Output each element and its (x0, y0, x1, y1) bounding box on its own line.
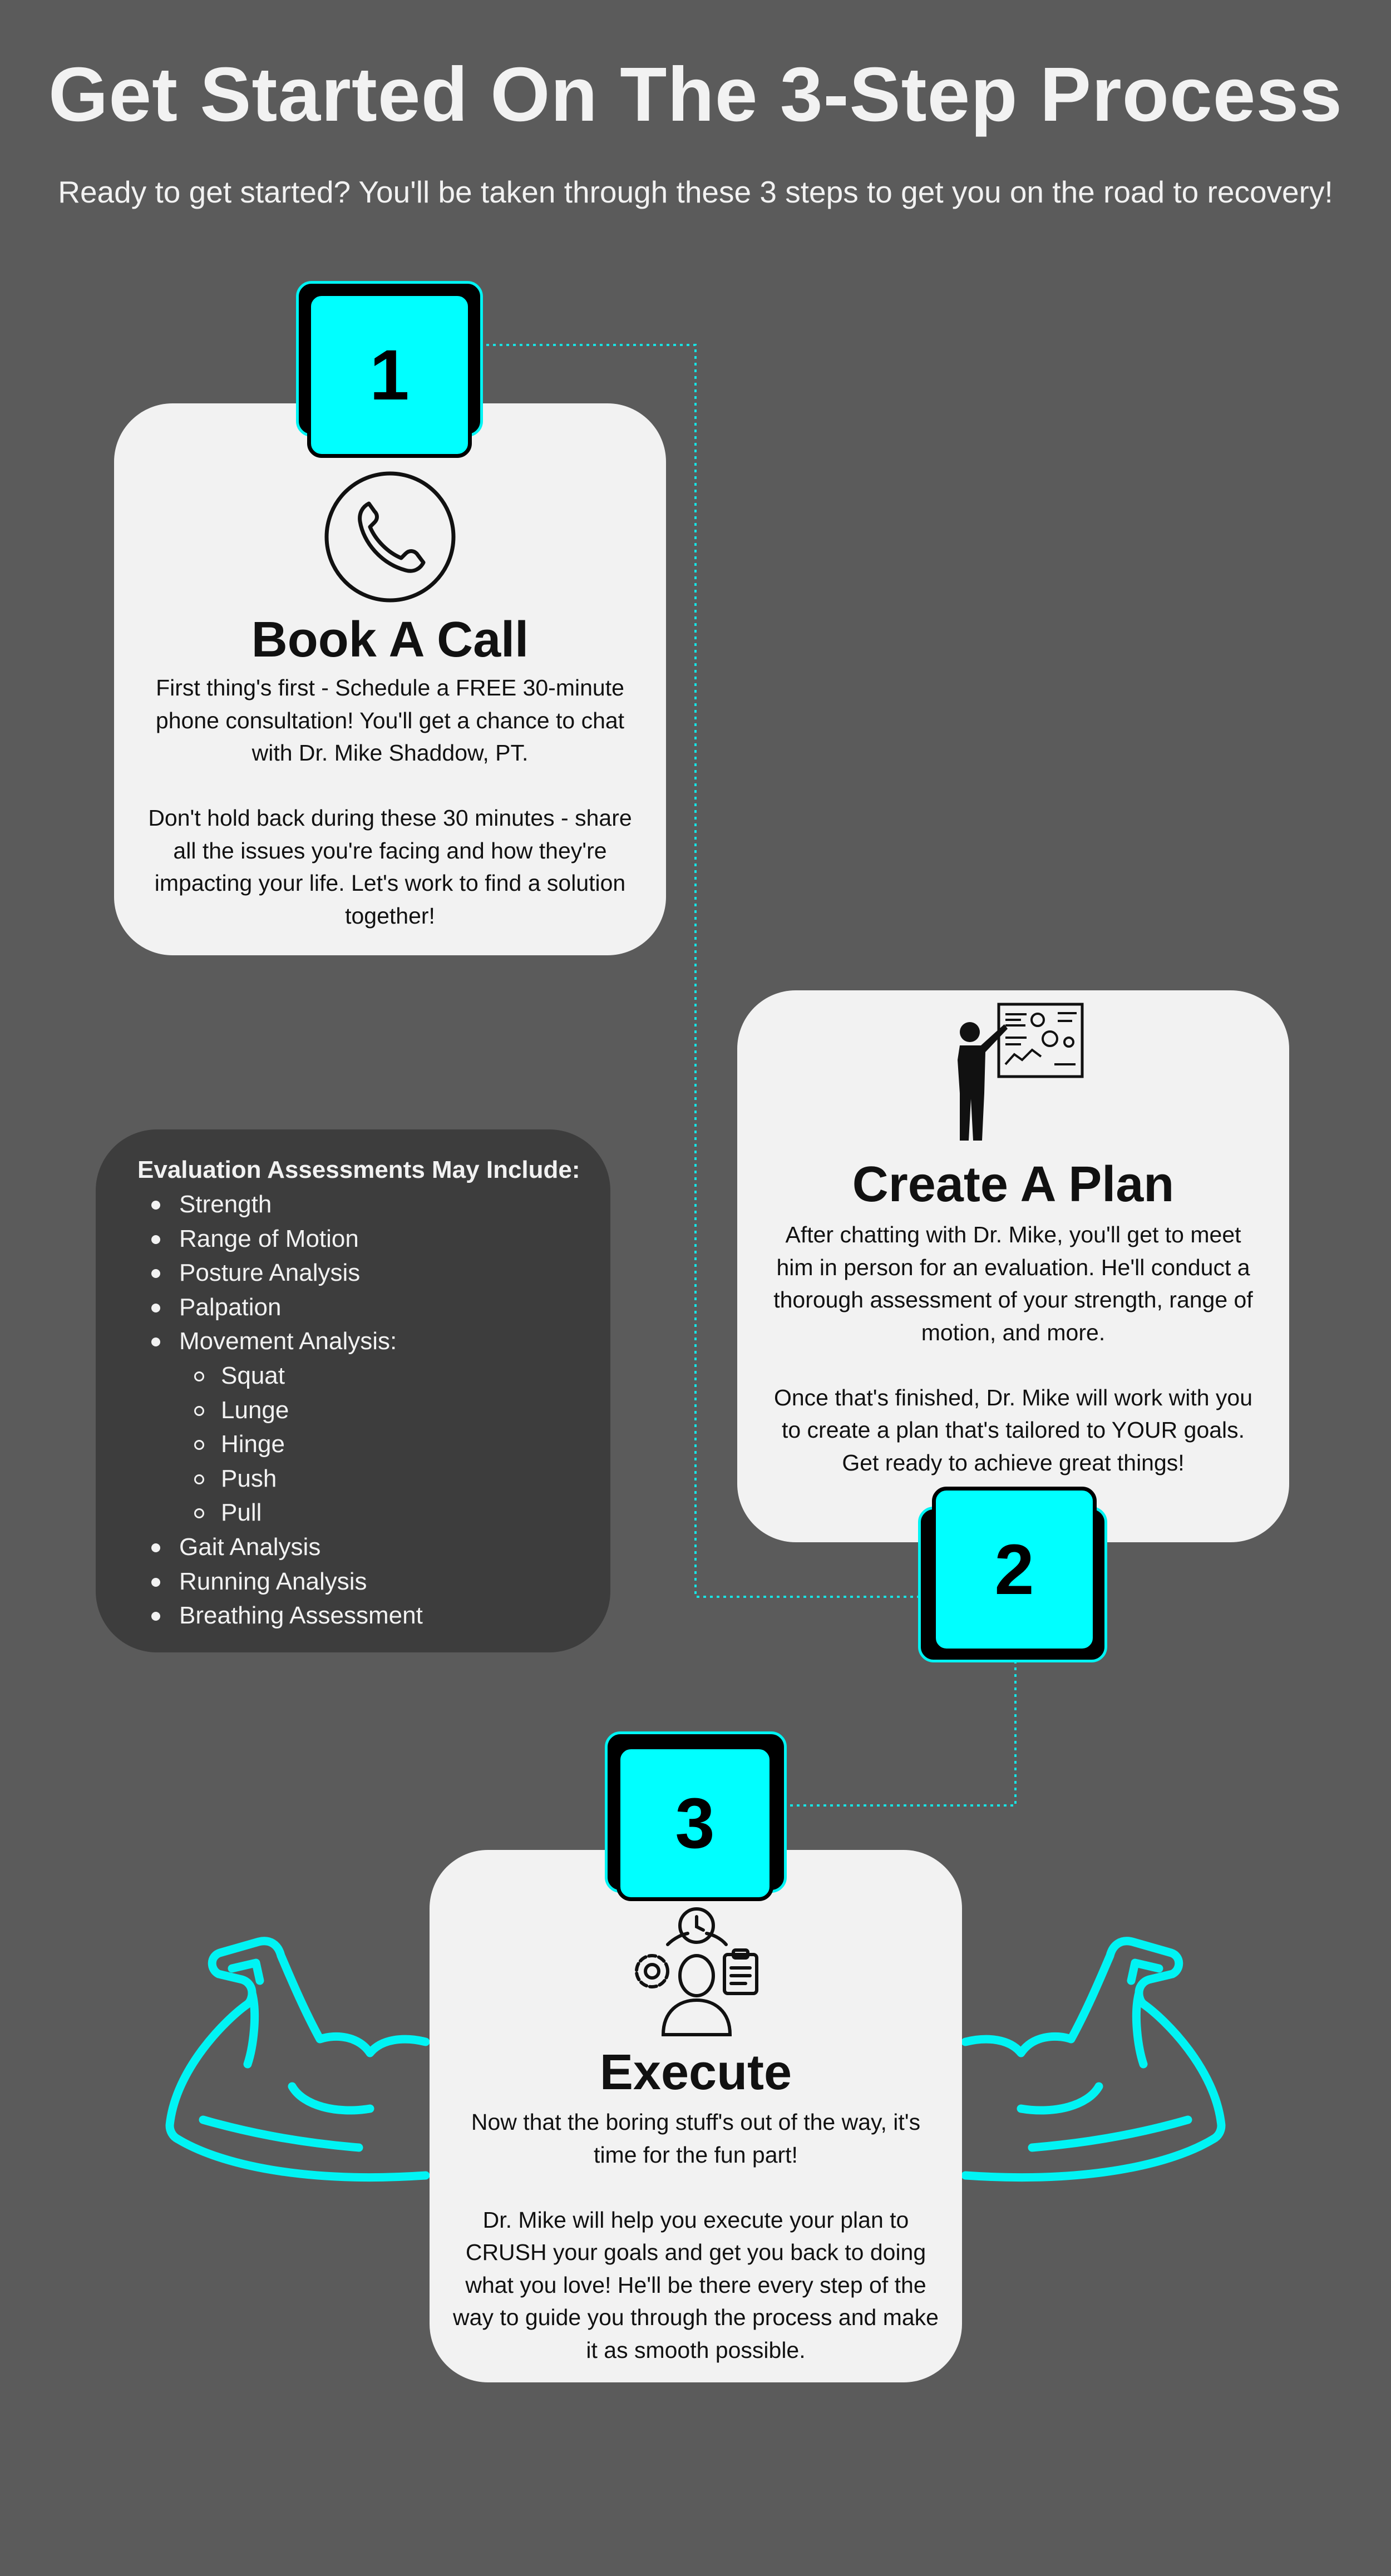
list-subitem: Lunge (137, 1393, 610, 1428)
step-number-badge: 2 (932, 1487, 1097, 1652)
list-item: Running Analysis (137, 1565, 610, 1599)
step-number-badge: 3 (616, 1745, 773, 1901)
list-subitem: Push (137, 1462, 610, 1496)
list-item: Posture Analysis (137, 1256, 610, 1290)
presenter-board-icon (943, 999, 1088, 1149)
list-item: Palpation (137, 1290, 610, 1325)
list-subitem: Pull (137, 1496, 610, 1530)
step-card-execute (430, 1850, 962, 2382)
step-description: Now that the boring stuff's out of the way, it's time for the fun part! Dr. Mike will help you execute your plan to CRUSH your goals and get you back to doing what you love! He'll be there every step of the way to guide you through the process and make it as smooth possible. (453, 2109, 939, 2363)
step-title: Book A Call (251, 612, 529, 668)
step-card-book-call (114, 403, 666, 955)
step-description: First thing's first - Schedule a FREE 30-minute phone consultation! You'll get a chance to chat with Dr. Mike Shaddow, PT. Don't hold back during these 30 minutes - share all the issues you're facing and how they're impacting your life. Let's work to find a solution together! (148, 675, 632, 929)
step-title: Create A Plan (852, 1157, 1175, 1212)
flexed-arm-icon (954, 1914, 1232, 2192)
list-subitem: Hinge (137, 1427, 610, 1462)
page-title: Get Started On The 3-Step Process (48, 52, 1343, 137)
evaluation-assessments-panel (96, 1129, 610, 1652)
list-item: Strength (137, 1187, 610, 1222)
phone-icon (323, 470, 457, 604)
list-item: Breathing Assessment (137, 1598, 610, 1633)
list-subitem: Squat (137, 1359, 610, 1393)
step-title: Execute (599, 2045, 792, 2100)
list-item: Gait Analysis (137, 1530, 610, 1565)
flexed-arm-icon (159, 1914, 437, 2192)
page-subtitle: Ready to get started? You'll be taken through these 3 steps to get you on the road to recovery! (58, 175, 1333, 209)
list-item: Movement Analysis: (137, 1324, 610, 1359)
evaluation-title: Evaluation Assessments May Include: (137, 1156, 580, 1183)
person-gear-clipboard-icon (629, 1906, 765, 2042)
step-card-create-plan (737, 990, 1289, 1542)
evaluation-list (137, 1187, 610, 1633)
step-number-badge: 1 (307, 292, 472, 458)
list-item: Range of Motion (137, 1222, 610, 1256)
step-description: After chatting with Dr. Mike, you'll get to meet him in person for an evaluation. He'll conduct a thorough assessment of your strength, range of motion, and more. Once that's finished, Dr. Mike will work with you to create a plan that's tailored to YOUR goals. Get ready to achieve great things! (773, 1222, 1253, 1475)
